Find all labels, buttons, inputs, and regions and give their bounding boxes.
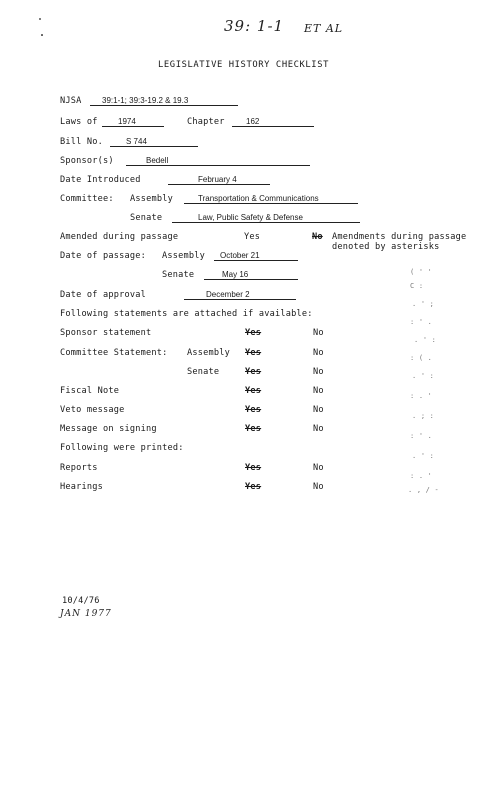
printed-item-no: No [313,463,324,473]
bill-value: S 744 [126,137,147,146]
njsa-value: 39:1-1; 39:3-19.2 & 19.3 [102,96,189,105]
passage-assembly-label: Assembly [162,251,205,261]
passage-assembly-value: October 21 [220,251,260,260]
assembly-committee-value: Transportation & Communications [198,194,319,203]
chapter-label: Chapter [187,117,225,127]
page-title: LEGISLATIVE HISTORY CHECKLIST [158,60,329,70]
amended-yes: Yes [244,232,261,242]
date-introduced-underline [168,184,270,185]
attached-item-yes: Yes [245,424,262,434]
approval-value: December 2 [206,290,250,299]
attached-item-label: Veto message [60,405,125,415]
handwritten-number: 39: 1-1 [224,17,285,35]
attached-item-no: No [313,348,324,358]
laws-value: 1974 [118,117,136,126]
njsa-label: NJSA [60,96,82,106]
attached-item-no: No [313,367,324,377]
chapter-underline [232,126,314,127]
printed-item-label: Hearings [60,482,103,492]
sponsor-label: Sponsor(s) [60,156,114,166]
passage-label: Date of passage: [60,251,146,261]
printed-item-no: No [313,482,324,492]
laws-label: Laws of [60,117,98,127]
laws-underline [102,126,164,127]
njsa-underline [90,105,238,106]
attached-item-no: No [313,405,324,415]
chapter-value: 162 [246,117,260,126]
passage-senate-underline [204,279,298,280]
printed-item-yes: Yes [245,482,262,492]
attached-item-label: Fiscal Note [60,386,120,396]
printed-heading: Following were printed: [60,443,184,453]
attached-item-yes: Yes [245,348,262,358]
attached-heading: Following statements are attached if available: [60,309,313,319]
attached-item-label: Sponsor statement [60,328,152,338]
speck [41,34,43,36]
handwritten-date-bottom: JAN 1977 [60,609,112,619]
attached-item-sub: Senate [187,367,220,377]
senate-committee-underline [172,222,360,223]
approval-underline [184,299,296,300]
amended-label: Amended during passage [60,232,179,242]
passage-assembly-underline [214,260,298,261]
passage-senate-label: Senate [162,270,195,280]
printed-item-yes: Yes [245,463,262,473]
attached-item-yes: Yes [245,405,262,415]
sponsor-underline [126,165,310,166]
senate-committee-value: Law, Public Safety & Defense [198,213,303,222]
bill-label: Bill No. [60,137,103,147]
passage-senate-value: May 16 [222,270,249,279]
attached-item-no: No [313,328,324,338]
printed-item-label: Reports [60,463,98,473]
bill-underline [110,146,198,147]
attached-item-no: No [313,424,324,434]
committee-assembly-label: Assembly [130,194,173,204]
date-introduced-label: Date Introduced [60,175,141,185]
handwritten-suffix: ET AL [304,22,344,35]
attached-item-label: Message on signing [60,424,157,434]
sponsor-value: Bedell [146,156,169,165]
attached-item-sub: Assembly [187,348,230,358]
speck [39,18,41,20]
amended-no: No [312,232,323,242]
footer-date: 10/4/76 [62,596,100,606]
approval-label: Date of approval [60,290,146,300]
amended-note-line2: denoted by asterisks [332,242,440,252]
assembly-committee-underline [184,203,358,204]
committee-senate-label: Senate [130,213,163,223]
date-introduced-value: February 4 [198,175,237,184]
attached-item-no: No [313,386,324,396]
attached-item-label: Committee Statement: [60,348,168,358]
attached-item-yes: Yes [245,367,262,377]
committee-label: Committee: [60,194,114,204]
amended-note-line1: Amendments during passage [332,232,467,242]
attached-item-yes: Yes [245,386,262,396]
attached-item-yes: Yes [245,328,262,338]
